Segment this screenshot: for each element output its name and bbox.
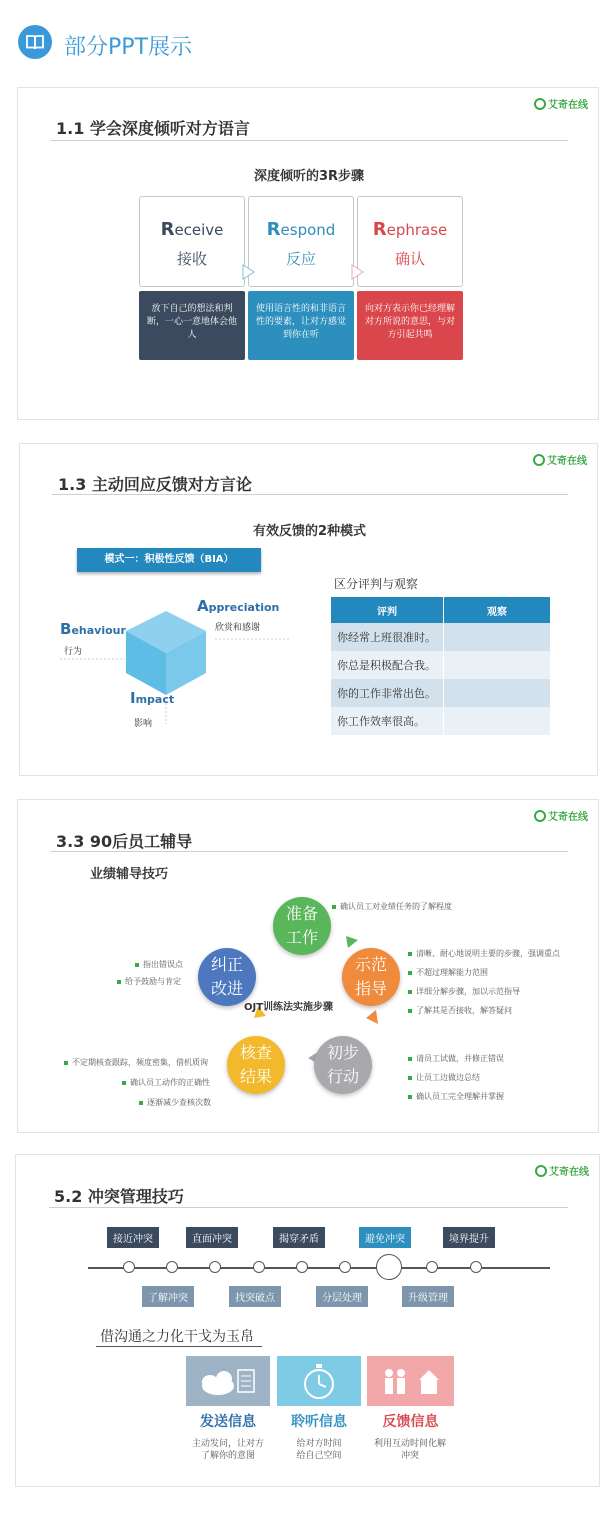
table-cell: 你总是积极配合我。 (331, 651, 444, 679)
bullet-item: 不定期核查跟踪，频度密集，借机质询 (64, 1057, 208, 1068)
item-desc: 给对方时间 给自己空间 (296, 1439, 342, 1461)
send-info-image (186, 1356, 270, 1406)
slide-4 (15, 1154, 600, 1487)
step-action: 初步 行动 (314, 1036, 372, 1094)
bullet-item: 确认员工对业绩任务的了解程度 (332, 901, 452, 912)
timeline-tag: 接近冲突 (107, 1227, 159, 1248)
bullet-item: 逐渐减少查核次数 (139, 1097, 211, 1108)
card-word: eceive (174, 221, 224, 239)
timeline-tag: 了解冲突 (142, 1286, 194, 1307)
timeline-node (339, 1261, 351, 1273)
item-desc: 主动发问，让对方 了解你的意图 (191, 1439, 264, 1461)
table-row (331, 679, 550, 707)
slide-3 (17, 799, 599, 1133)
appreciation-label: Appreciation (197, 597, 280, 615)
logo: 艾奇在线 (534, 808, 588, 823)
logo-icon (535, 1165, 547, 1177)
cycle-center-label: OJT训练法实施步骤 (244, 1002, 334, 1013)
timeline-tag: 揭穿矛盾 (273, 1227, 325, 1248)
title-rule (50, 851, 568, 852)
bullet-item: 给予鼓励与肯定 (117, 976, 181, 987)
card-initial: R (160, 219, 175, 240)
table-cell: 你工作效率很高。 (331, 707, 444, 735)
table-row (331, 651, 550, 679)
card-cn: 确认 (394, 250, 425, 268)
arrow-icon (351, 264, 365, 280)
card-word: espond (280, 221, 336, 239)
bullet-item: 确认员工动作的正确性 (122, 1077, 210, 1088)
timeline-tag: 找突破点 (229, 1286, 281, 1307)
stopwatch-icon (277, 1356, 361, 1406)
behaviour-label: Behaviour (60, 620, 126, 638)
timeline-tag-highlight: 避免冲突 (359, 1227, 411, 1248)
item-label: 聆听信息 (291, 1414, 347, 1430)
respond-card (248, 196, 354, 287)
slide-subtitle: 业绩辅导技巧 (90, 867, 169, 882)
timeline-tag: 升级管理 (402, 1286, 454, 1307)
timeline-tag: 直面冲突 (186, 1227, 238, 1248)
step-correct: 纠正 改进 (198, 948, 256, 1006)
timeline-tag: 境界提升 (443, 1227, 495, 1248)
header-icon-badge (18, 25, 52, 59)
timeline-node (209, 1261, 221, 1273)
respond-desc: 使用语言性的和非语言性的要素，让对方感觉到你在听 (248, 291, 354, 360)
listen-info-image (277, 1356, 361, 1406)
table-header-row (331, 597, 550, 623)
behaviour-cn: 行为 (64, 647, 83, 657)
appreciation-cn: 欣赏和感谢 (215, 623, 261, 633)
timeline-node (296, 1261, 308, 1273)
cloud-building-icon (186, 1356, 270, 1406)
arrow-icon (242, 264, 256, 280)
feedback-info-image (367, 1356, 454, 1406)
receive-desc: 放下自己的想法和判断，一心一意地体会他人 (139, 291, 245, 360)
logo-icon (534, 810, 546, 822)
table-row (331, 623, 550, 651)
card-initial: R (372, 219, 387, 240)
slide-2 (19, 443, 598, 776)
timeline-node (123, 1261, 135, 1273)
timeline-tag: 分层处理 (316, 1286, 368, 1307)
step-demo: 示范 指导 (342, 948, 400, 1006)
table-row (331, 707, 550, 735)
impact-cn: 影响 (134, 719, 153, 729)
logo: 艾奇在线 (534, 96, 588, 111)
impact-label: Impact (130, 689, 175, 707)
book-icon (18, 25, 52, 59)
receive-card (139, 196, 245, 287)
page-title: 部分PPT展示 (64, 35, 192, 60)
slide-1 (17, 87, 599, 420)
logo: 艾奇在线 (535, 1163, 589, 1178)
item-label: 反馈信息 (382, 1414, 439, 1430)
timeline-node (426, 1261, 438, 1273)
table-header: 评判 (331, 597, 444, 623)
bullet-item: 让员工边做边总结 (408, 1072, 480, 1083)
slide-title: 5.2 冲突管理技巧 (54, 1187, 184, 1206)
timeline-node (470, 1261, 482, 1273)
table-header: 观察 (444, 597, 551, 623)
item-label: 发送信息 (200, 1414, 256, 1430)
slide-subtitle: 深度倾听的3R步骤 (253, 169, 365, 184)
card-cn: 接收 (176, 250, 207, 268)
table-cell: 你经常上班很准时。 (331, 623, 444, 651)
logo-icon (534, 98, 546, 110)
bullet-item: 请员工试做，并修正错误 (408, 1053, 504, 1064)
bullet-item: 不超过理解能力范围 (408, 967, 488, 978)
step-prepare: 准备 工作 (273, 897, 331, 955)
timeline-node-highlight (376, 1254, 402, 1280)
bullet-item: 详细分解步骤，加以示范指导 (408, 986, 520, 997)
slide-title: 1.3 主动回应反馈对方言论 (58, 475, 252, 494)
item-desc: 利用互动时间化解 冲突 (373, 1439, 446, 1461)
title-rule (50, 140, 568, 141)
mode-label: 模式一：积极性反馈（BIA） (77, 548, 261, 572)
judgement-table (331, 597, 550, 735)
title-rule (49, 1207, 568, 1208)
card-initial: R (266, 219, 281, 240)
rephrase-card (357, 196, 463, 287)
people-house-icon (367, 1356, 454, 1406)
slide-title: 3.3 90后员工辅导 (56, 832, 193, 851)
bullet-item: 指出错误点 (135, 959, 183, 970)
step-check: 核查 结果 (227, 1036, 285, 1094)
slide-subtitle: 有效反馈的2种模式 (252, 524, 367, 539)
card-cn: 反应 (285, 250, 316, 268)
logo-icon (533, 454, 545, 466)
timeline-node (253, 1261, 265, 1273)
rephrase-desc: 向对方表示你已经理解对方所说的意思，与对方引起共鸣 (357, 291, 463, 360)
section-title: 借沟通之力化干戈为玉帛 (100, 1329, 254, 1345)
title-rule (52, 494, 568, 495)
logo: 艾奇在线 (533, 452, 587, 467)
bullet-item: 清晰、耐心地说明主要的步骤，强调重点 (408, 948, 560, 959)
slide-title: 1.1 学会深度倾听对方语言 (56, 119, 250, 138)
timeline-node (166, 1261, 178, 1273)
bullet-item: 了解其是否接收，解答疑问 (408, 1005, 512, 1016)
card-word: ephrase (386, 221, 448, 239)
section-rule (96, 1346, 262, 1347)
table-cell: 你的工作非常出色。 (331, 679, 444, 707)
table-caption: 区分评判与观察 (334, 577, 419, 591)
bullet-item: 确认员工完全理解并掌握 (408, 1091, 504, 1102)
